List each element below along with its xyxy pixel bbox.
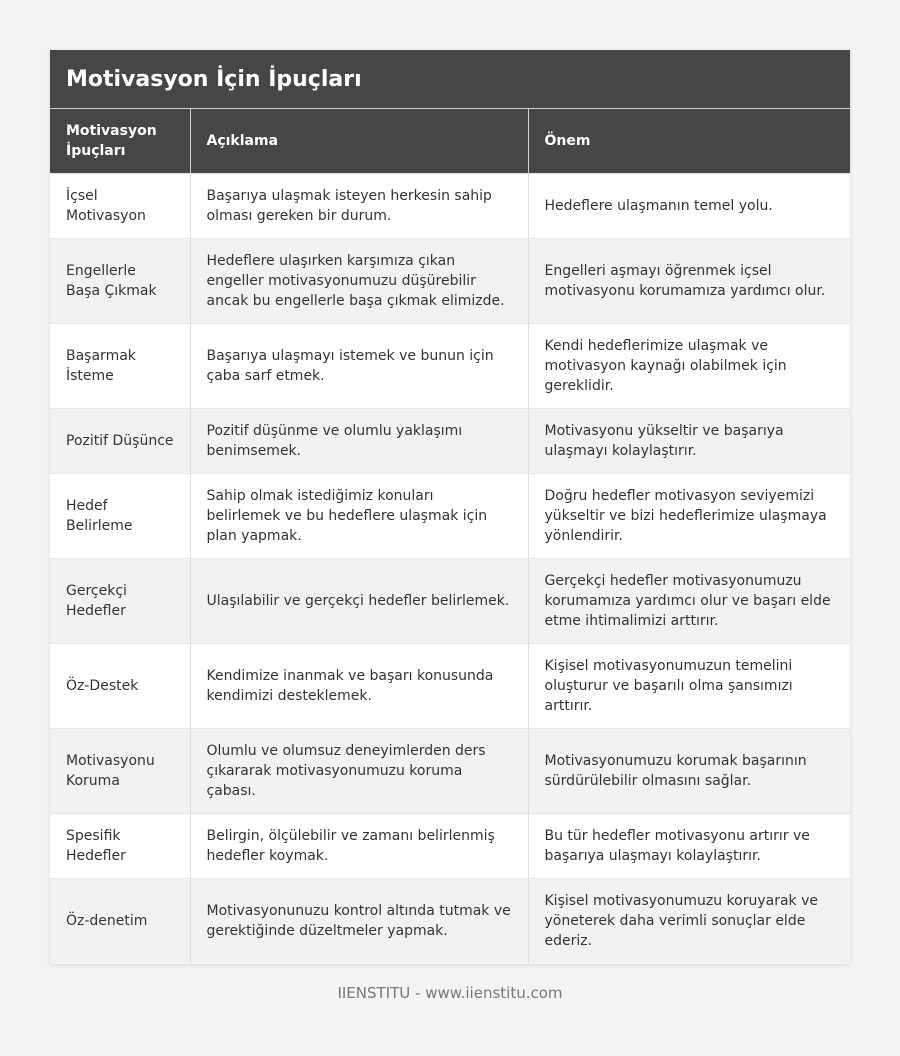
importance-cell: Hedeflere ulaşmanın temel yolu. bbox=[528, 174, 850, 239]
importance-cell: Kişisel motivasyonumuzun temelini oluşturur ve başarılı olma şansımızı arttırır. bbox=[528, 644, 850, 729]
description-cell: Hedeflere ulaşırken karşımıza çıkan engeller motivasyonumuzu düşürebilir ancak bu engellerle başa çıkmak elimizde. bbox=[190, 239, 528, 324]
description-cell: Ulaşılabilir ve gerçekçi hedefler belirlemek. bbox=[190, 559, 528, 644]
importance-cell: Kendi hedeflerimize ulaşmak ve motivasyon kaynağı olabilmek için gereklidir. bbox=[528, 324, 850, 409]
table-title: Motivasyon İçin İpuçları bbox=[50, 50, 850, 108]
table-row bbox=[50, 879, 850, 964]
tip-name-cell: Öz-denetim bbox=[50, 879, 190, 964]
column-header-tips: Motivasyon İpuçları bbox=[50, 109, 190, 174]
description-cell: Başarıya ulaşmak isteyen herkesin sahip olması gereken bir durum. bbox=[190, 174, 528, 239]
table-row bbox=[50, 729, 850, 814]
table-row bbox=[50, 409, 850, 474]
table-row bbox=[50, 324, 850, 409]
tip-name-cell: Öz-Destek bbox=[50, 644, 190, 729]
tip-name-cell: Başarmak İsteme bbox=[50, 324, 190, 409]
tip-name-cell: Gerçekçi Hedefler bbox=[50, 559, 190, 644]
footer-credit: IIENSTITU - www.iienstitu.com bbox=[337, 984, 563, 1002]
description-cell: Sahip olmak istediğimiz konuları belirlemek ve bu hedeflere ulaşmak için plan yapmak. bbox=[190, 474, 528, 559]
importance-cell: Gerçekçi hedefler motivasyonumuzu korumamıza yardımcı olur ve başarı elde etme ihtimalimizi arttırır. bbox=[528, 559, 850, 644]
importance-cell: Motivasyonu yükseltir ve başarıya ulaşmayı kolaylaştırır. bbox=[528, 409, 850, 474]
tip-name-cell: Motivasyonu Koruma bbox=[50, 729, 190, 814]
tip-name-cell: Hedef Belirleme bbox=[50, 474, 190, 559]
table-row bbox=[50, 239, 850, 324]
column-header-importance: Önem bbox=[528, 109, 850, 174]
table-row bbox=[50, 174, 850, 239]
importance-cell: Motivasyonumuzu korumak başarının sürdürülebilir olmasını sağlar. bbox=[528, 729, 850, 814]
table-row bbox=[50, 559, 850, 644]
description-cell: Belirgin, ölçülebilir ve zamanı belirlenmiş hedefler koymak. bbox=[190, 814, 528, 879]
table-row bbox=[50, 814, 850, 879]
header-row bbox=[50, 109, 850, 174]
tips-table bbox=[50, 108, 850, 964]
description-cell: Pozitif düşünme ve olumlu yaklaşımı benimsemek. bbox=[190, 409, 528, 474]
table-row bbox=[50, 644, 850, 729]
column-header-description: Açıklama bbox=[190, 109, 528, 174]
description-cell: Motivasyonunuzu kontrol altında tutmak ve gerektiğinde düzeltmeler yapmak. bbox=[190, 879, 528, 964]
importance-cell: Kişisel motivasyonumuzu koruyarak ve yöneterek daha verimli sonuçlar elde ederiz. bbox=[528, 879, 850, 964]
importance-cell: Bu tür hedefler motivasyonu artırır ve başarıya ulaşmayı kolaylaştırır. bbox=[528, 814, 850, 879]
tip-name-cell: Spesifik Hedefler bbox=[50, 814, 190, 879]
table-row bbox=[50, 474, 850, 559]
description-cell: Kendimize inanmak ve başarı konusunda kendimizi desteklemek. bbox=[190, 644, 528, 729]
description-cell: Olumlu ve olumsuz deneyimlerden ders çıkararak motivasyonumuzu koruma çabası. bbox=[190, 729, 528, 814]
description-cell: Başarıya ulaşmayı istemek ve bunun için çaba sarf etmek. bbox=[190, 324, 528, 409]
importance-cell: Engelleri aşmayı öğrenmek içsel motivasyonu korumamıza yardımcı olur. bbox=[528, 239, 850, 324]
tips-card bbox=[50, 50, 850, 964]
tip-name-cell: İçsel Motivasyon bbox=[50, 174, 190, 239]
tip-name-cell: Pozitif Düşünce bbox=[50, 409, 190, 474]
importance-cell: Doğru hedefler motivasyon seviyemizi yükseltir ve bizi hedeflerimize ulaşmaya yönlendirir. bbox=[528, 474, 850, 559]
tip-name-cell: Engellerle Başa Çıkmak bbox=[50, 239, 190, 324]
